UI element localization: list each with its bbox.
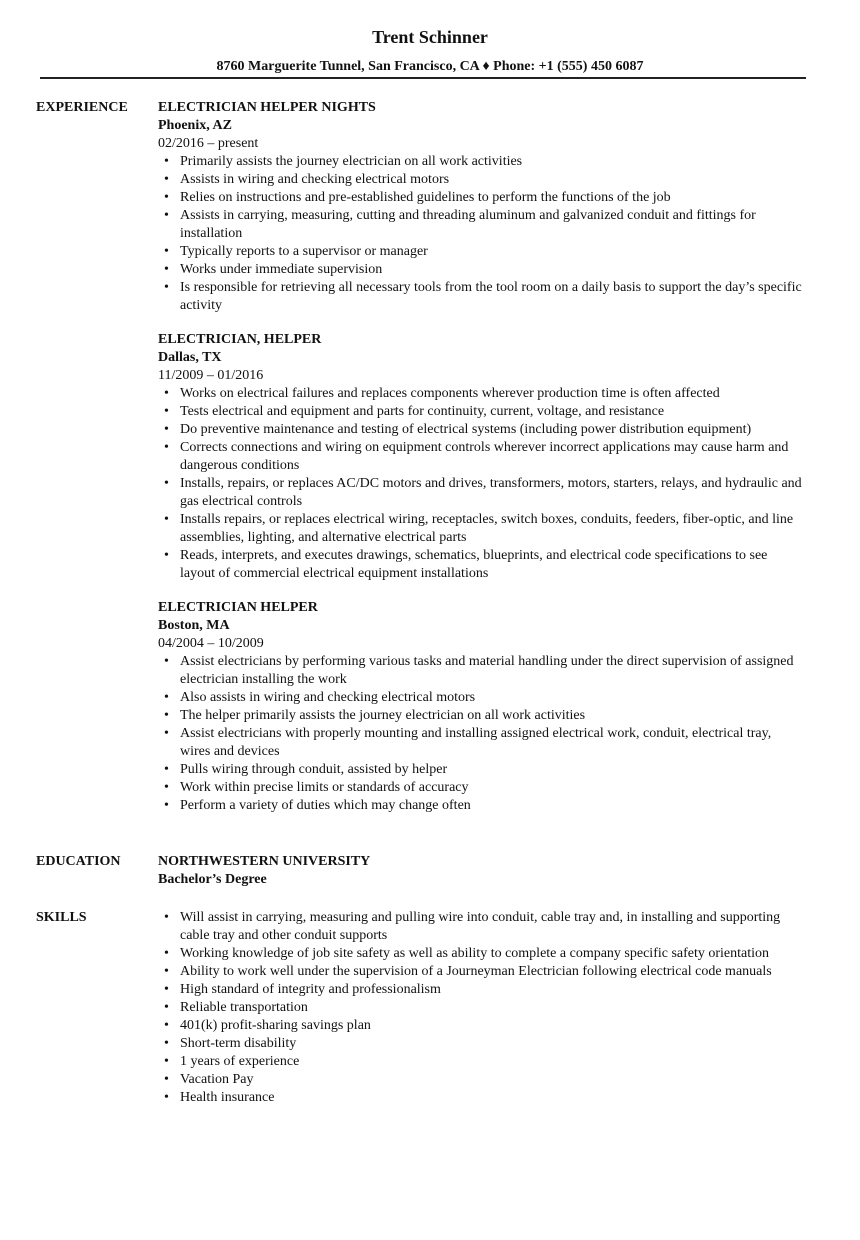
job-bullet: • Tests electrical and equipment and parts for continuity, current, voltage, and resistance [180, 403, 804, 421]
skill-item: • Reliable transportation [180, 999, 804, 1017]
header-divider [40, 77, 806, 79]
skill-item: • Ability to work well under the supervision of a Journeyman Electrician following electrical code manuals [180, 963, 804, 981]
job-bullet: • Relies on instructions and pre-established guidelines to perform the functions of the job [180, 189, 804, 207]
job-location: Phoenix, AZ [158, 118, 232, 133]
skills-list [158, 909, 804, 1107]
job-entry [158, 599, 804, 815]
job-bullet: • Typically reports to a supervisor or manager [180, 243, 804, 261]
skills-label: SKILLS [36, 910, 87, 925]
job-bullet: • Assist electricians with properly mounting and installing assigned electrical work, conduit, electrical tray, wires and devices [180, 725, 804, 761]
job-dates: 02/2016 – present [158, 136, 259, 151]
job-bullet: • Pulls wiring through conduit, assisted by helper [180, 761, 804, 779]
job-bullet: • Corrects connections and wiring on equipment controls wherever incorrect applications may cause harm and dangerous conditions [180, 439, 804, 475]
job-bullet: • Also assists in wiring and checking electrical motors [180, 689, 804, 707]
education-body [158, 853, 804, 889]
job-bullet: • Is responsible for retrieving all necessary tools from the tool room on a daily basis to support the day’s specific activity [180, 279, 804, 315]
skill-item: • 1 years of experience [180, 1053, 804, 1071]
resume-header [0, 26, 860, 76]
job-bullet: • Primarily assists the journey electrician on all work activities [180, 153, 804, 171]
education-degree: Bachelor’s Degree [158, 872, 267, 887]
job-bullets [158, 385, 804, 583]
job-bullets [158, 653, 804, 815]
experience-label: EXPERIENCE [36, 100, 128, 115]
job-bullet: • Assists in carrying, measuring, cutting and threading aluminum and galvanized conduit and fittings for installation [180, 207, 804, 243]
job-bullet: • Reads, interprets, and executes drawings, schematics, blueprints, and electrical code specifications to see layout of commercial electrical equipment installations [180, 547, 804, 583]
education-school: NORTHWESTERN UNIVERSITY [158, 854, 371, 869]
job-location: Boston, MA [158, 618, 230, 633]
job-title: ELECTRICIAN, HELPER [158, 332, 322, 347]
experience-body [158, 99, 804, 831]
job-bullet: • Works on electrical failures and replaces components wherever production time is often affected [180, 385, 804, 403]
job-title: ELECTRICIAN HELPER NIGHTS [158, 100, 376, 115]
job-entry [158, 331, 804, 583]
skill-item: • Short-term disability [180, 1035, 804, 1053]
skill-item: • Health insurance [180, 1089, 804, 1107]
job-bullet: • Works under immediate supervision [180, 261, 804, 279]
candidate-name: Trent Schinner [372, 27, 488, 47]
job-title: ELECTRICIAN HELPER [158, 600, 318, 615]
contact-line: 8760 Marguerite Tunnel, San Francisco, CA ♦ Phone: +1 (555) 450 6087 [216, 59, 644, 74]
job-bullet: • Work within precise limits or standards of accuracy [180, 779, 804, 797]
job-bullet: • Installs, repairs, or replaces AC/DC motors and drives, transformers, motors, starters, relays, and hydraulic and gas electrical controls [180, 475, 804, 511]
job-location: Dallas, TX [158, 350, 222, 365]
job-bullet: • The helper primarily assists the journey electrician on all work activities [180, 707, 804, 725]
job-bullet: • Assist electricians by performing various tasks and material handling under the direct supervision of assigned electrician installing the work [180, 653, 804, 689]
education-label: EDUCATION [36, 854, 121, 869]
job-bullets [158, 153, 804, 315]
job-bullet: • Do preventive maintenance and testing of electrical systems (including power distribution equipment) [180, 421, 804, 439]
skills-body [158, 909, 804, 1107]
skill-item: • Vacation Pay [180, 1071, 804, 1089]
job-dates: 04/2004 – 10/2009 [158, 636, 264, 651]
job-dates: 11/2009 – 01/2016 [158, 368, 264, 383]
job-bullet: • Assists in wiring and checking electrical motors [180, 171, 804, 189]
skill-item: • 401(k) profit-sharing savings plan [180, 1017, 804, 1035]
skill-item: • High standard of integrity and professionalism [180, 981, 804, 999]
skill-item: • Working knowledge of job site safety as well as ability to complete a company specific safety orientation [180, 945, 804, 963]
job-bullet: • Installs repairs, or replaces electrical wiring, receptacles, switch boxes, conduits, feeders, fiber-optic, and line assemblies, lighting, and alternative electrical parts [180, 511, 804, 547]
skill-item: • Will assist in carrying, measuring and pulling wire into conduit, cable tray and, in installing and supporting cable tray and other conduit supports [180, 909, 804, 945]
job-entry [158, 99, 804, 315]
job-bullet: • Perform a variety of duties which may change often [180, 797, 804, 815]
